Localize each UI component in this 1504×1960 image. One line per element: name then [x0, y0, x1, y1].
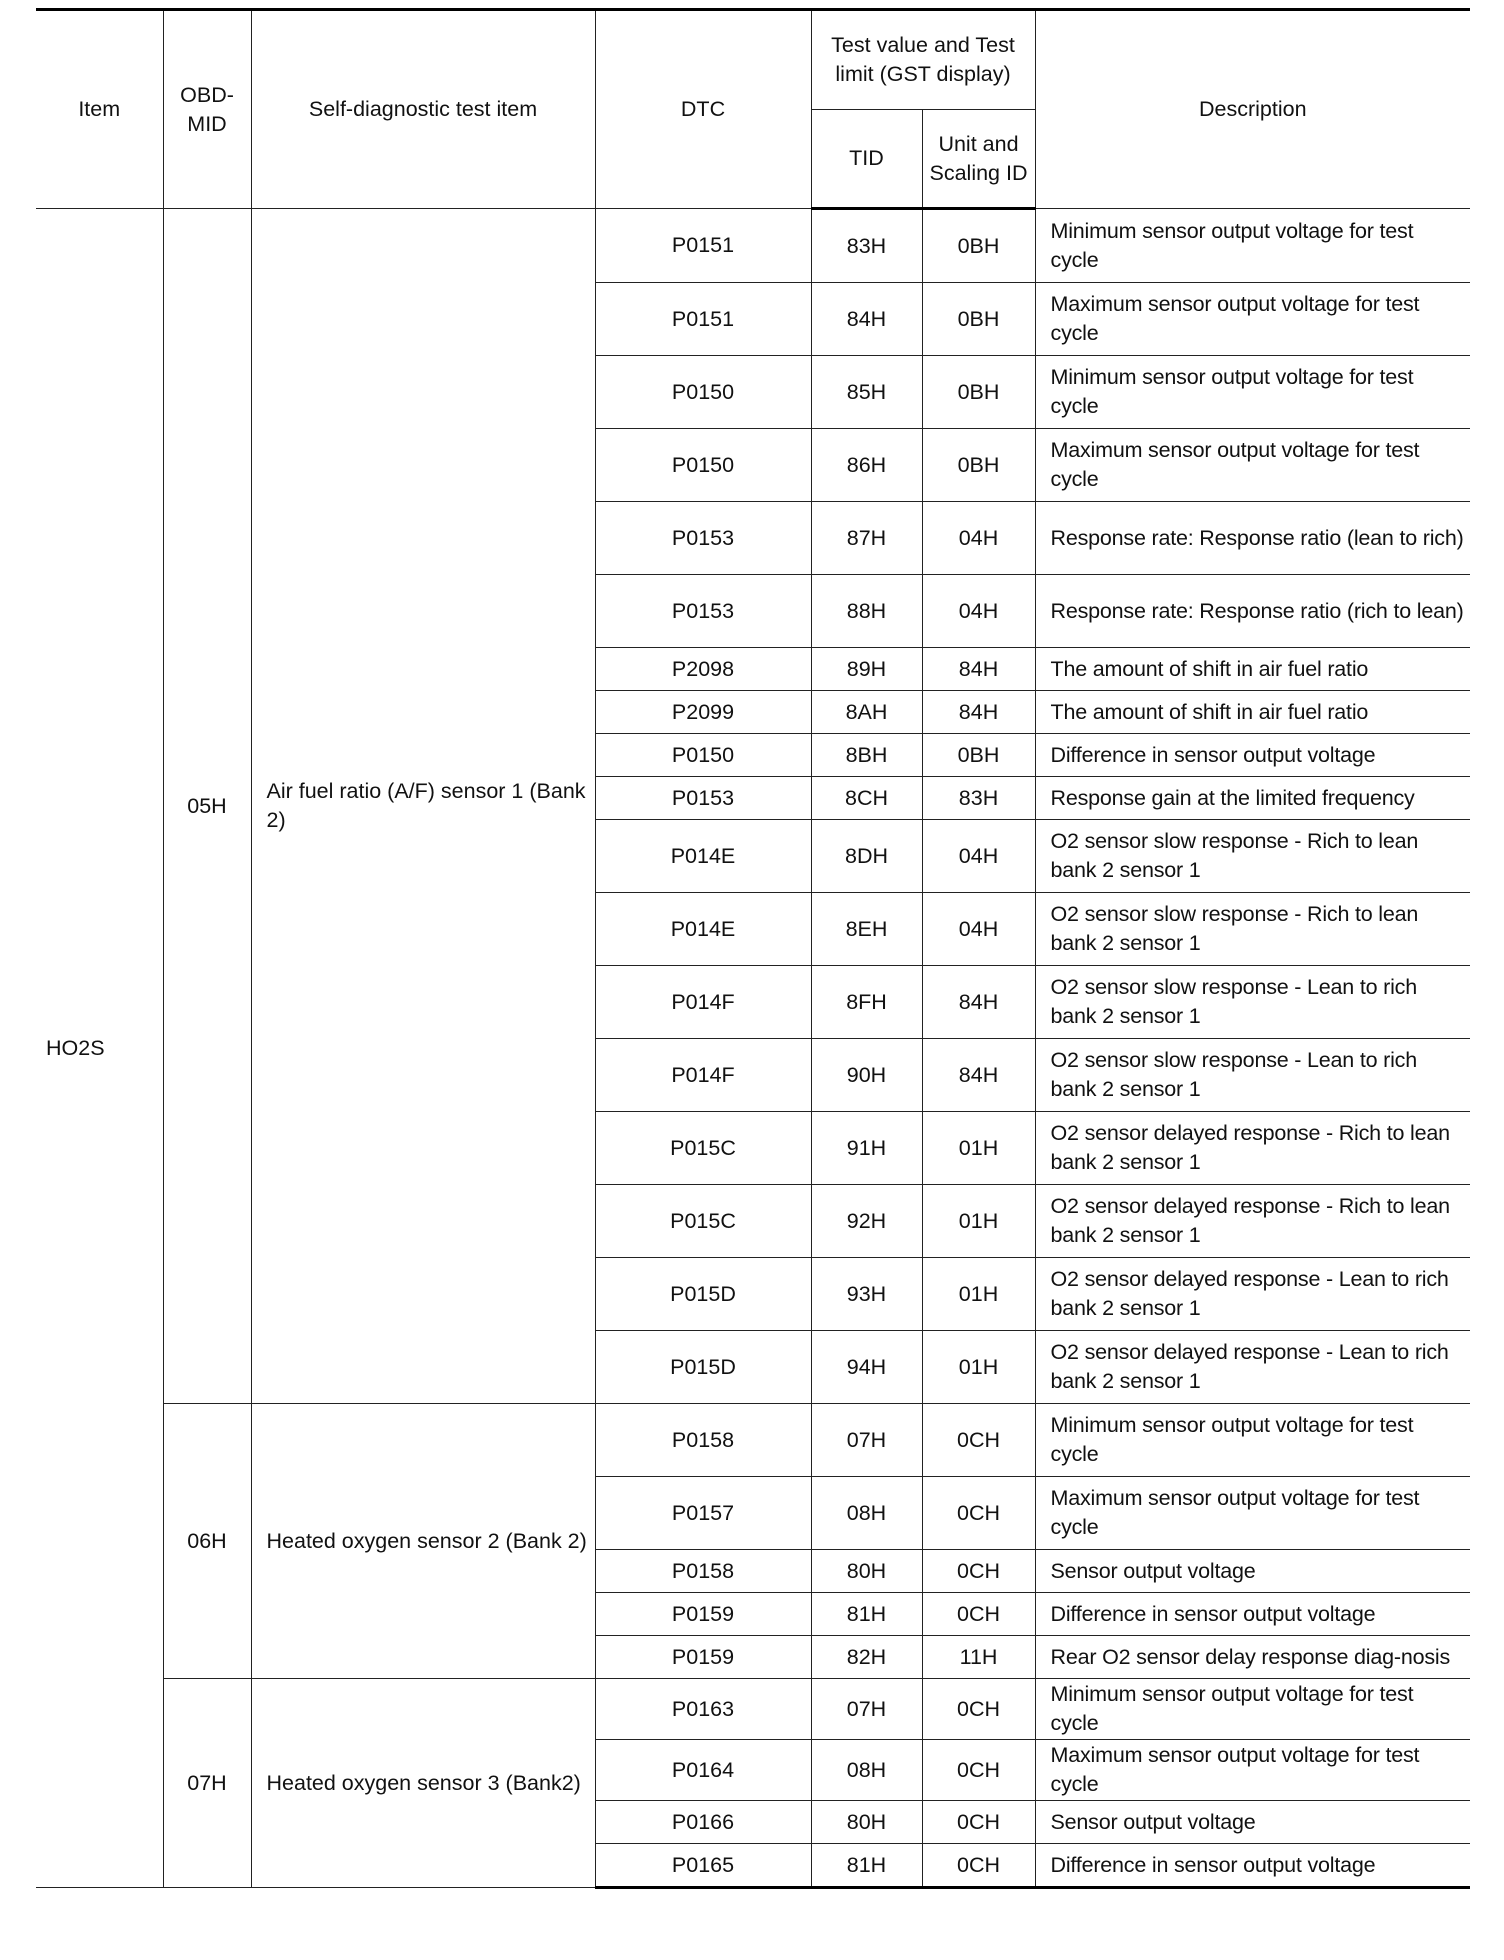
description-cell: Minimum sensor output voltage for test cycle: [1035, 1679, 1470, 1740]
unit-cell: 84H: [922, 691, 1035, 734]
description-cell: O2 sensor slow response - Rich to lean bank 2 sensor 1: [1035, 893, 1470, 966]
tid-cell: 81H: [811, 1593, 922, 1636]
dtc-cell: P2098: [595, 648, 811, 691]
header-obd-mid: OBD-MID: [163, 10, 251, 209]
header-unit: Unit and Scaling ID: [922, 110, 1035, 209]
unit-cell: 0BH: [922, 283, 1035, 356]
unit-cell: 0BH: [922, 429, 1035, 502]
description-cell: O2 sensor slow response - Lean to rich bank 2 sensor 1: [1035, 966, 1470, 1039]
dtc-cell: P0165: [595, 1844, 811, 1888]
description-cell: Sensor output voltage: [1035, 1550, 1470, 1593]
dtc-cell: P0153: [595, 777, 811, 820]
description-cell: O2 sensor delayed response - Rich to lean bank 2 sensor 1: [1035, 1112, 1470, 1185]
unit-cell: 84H: [922, 1039, 1035, 1112]
description-cell: Minimum sensor output voltage for test cycle: [1035, 209, 1470, 283]
tid-cell: 80H: [811, 1801, 922, 1844]
unit-cell: 01H: [922, 1185, 1035, 1258]
description-cell: Response gain at the limited frequency: [1035, 777, 1470, 820]
dtc-cell: P0150: [595, 356, 811, 429]
description-cell: The amount of shift in air fuel ratio: [1035, 648, 1470, 691]
tid-cell: 07H: [811, 1404, 922, 1477]
dtc-cell: P0159: [595, 1636, 811, 1679]
description-cell: Rear O2 sensor delay response diag-nosis: [1035, 1636, 1470, 1679]
description-cell: Minimum sensor output voltage for test cycle: [1035, 356, 1470, 429]
tid-cell: 83H: [811, 209, 922, 283]
description-cell: Maximum sensor output voltage for test cycle: [1035, 1477, 1470, 1550]
description-cell: O2 sensor slow response - Lean to rich bank 2 sensor 1: [1035, 1039, 1470, 1112]
unit-cell: 0BH: [922, 356, 1035, 429]
dtc-cell: P014F: [595, 1039, 811, 1112]
tid-cell: 94H: [811, 1331, 922, 1404]
dtc-cell: P0153: [595, 575, 811, 648]
test-item-cell: Heated oxygen sensor 2 (Bank 2): [251, 1404, 595, 1679]
unit-cell: 0CH: [922, 1740, 1035, 1801]
obd-mid-cell: 07H: [163, 1679, 251, 1888]
dtc-cell: P014F: [595, 966, 811, 1039]
unit-cell: 04H: [922, 575, 1035, 648]
dtc-cell: P0153: [595, 502, 811, 575]
header-dtc: DTC: [595, 10, 811, 209]
dtc-cell: P014E: [595, 820, 811, 893]
tid-cell: 89H: [811, 648, 922, 691]
dtc-cell: P0151: [595, 209, 811, 283]
description-cell: Maximum sensor output voltage for test cycle: [1035, 1740, 1470, 1801]
tid-cell: 86H: [811, 429, 922, 502]
dtc-cell: P2099: [595, 691, 811, 734]
tid-cell: 8EH: [811, 893, 922, 966]
unit-cell: 01H: [922, 1112, 1035, 1185]
tid-cell: 81H: [811, 1844, 922, 1888]
tid-cell: 93H: [811, 1258, 922, 1331]
tid-cell: 8AH: [811, 691, 922, 734]
unit-cell: 0CH: [922, 1550, 1035, 1593]
test-item-cell: Heated oxygen sensor 3 (Bank2): [251, 1679, 595, 1888]
tid-cell: 8CH: [811, 777, 922, 820]
table-row: [36, 209, 1470, 283]
dtc-cell: P0151: [595, 283, 811, 356]
unit-cell: 84H: [922, 966, 1035, 1039]
tid-cell: 8FH: [811, 966, 922, 1039]
unit-cell: 04H: [922, 820, 1035, 893]
dtc-cell: P0166: [595, 1801, 811, 1844]
description-cell: Difference in sensor output voltage: [1035, 1844, 1470, 1888]
table-row: [36, 1679, 1470, 1740]
description-cell: O2 sensor delayed response - Lean to rich bank 2 sensor 1: [1035, 1331, 1470, 1404]
dtc-cell: P0150: [595, 734, 811, 777]
tid-cell: 82H: [811, 1636, 922, 1679]
description-cell: Maximum sensor output voltage for test cycle: [1035, 429, 1470, 502]
dtc-cell: P015C: [595, 1112, 811, 1185]
tid-cell: 80H: [811, 1550, 922, 1593]
description-cell: Response rate: Response ratio (lean to rich): [1035, 502, 1470, 575]
unit-cell: 0BH: [922, 209, 1035, 283]
dtc-cell: P0163: [595, 1679, 811, 1740]
tid-cell: 08H: [811, 1740, 922, 1801]
tid-cell: 07H: [811, 1679, 922, 1740]
tid-cell: 92H: [811, 1185, 922, 1258]
tid-cell: 91H: [811, 1112, 922, 1185]
header-item: Item: [36, 10, 163, 209]
dtc-cell: P014E: [595, 893, 811, 966]
description-cell: Difference in sensor output voltage: [1035, 734, 1470, 777]
description-cell: O2 sensor delayed response - Lean to rich bank 2 sensor 1: [1035, 1258, 1470, 1331]
unit-cell: 83H: [922, 777, 1035, 820]
unit-cell: 01H: [922, 1258, 1035, 1331]
unit-cell: 0CH: [922, 1844, 1035, 1888]
unit-cell: 04H: [922, 502, 1035, 575]
unit-cell: 0CH: [922, 1801, 1035, 1844]
tid-cell: 88H: [811, 575, 922, 648]
table-row: [36, 1404, 1470, 1477]
description-cell: Minimum sensor output voltage for test cycle: [1035, 1404, 1470, 1477]
unit-cell: 0BH: [922, 734, 1035, 777]
header-test-item: Self-diagnostic test item: [251, 10, 595, 209]
obd-test-table: [36, 8, 1470, 1889]
unit-cell: 0CH: [922, 1593, 1035, 1636]
tid-cell: 90H: [811, 1039, 922, 1112]
dtc-cell: P0159: [595, 1593, 811, 1636]
tid-cell: 84H: [811, 283, 922, 356]
dtc-cell: P0164: [595, 1740, 811, 1801]
obd-mid-cell: 05H: [163, 209, 251, 1404]
unit-cell: 11H: [922, 1636, 1035, 1679]
tid-cell: 87H: [811, 502, 922, 575]
tid-cell: 8BH: [811, 734, 922, 777]
description-cell: Response rate: Response ratio (rich to lean): [1035, 575, 1470, 648]
description-cell: Maximum sensor output voltage for test cycle: [1035, 283, 1470, 356]
dtc-cell: P0158: [595, 1404, 811, 1477]
tid-cell: 85H: [811, 356, 922, 429]
unit-cell: 0CH: [922, 1404, 1035, 1477]
dtc-cell: P015C: [595, 1185, 811, 1258]
dtc-cell: P015D: [595, 1258, 811, 1331]
tid-cell: 08H: [811, 1477, 922, 1550]
description-cell: The amount of shift in air fuel ratio: [1035, 691, 1470, 734]
unit-cell: 0CH: [922, 1679, 1035, 1740]
tid-cell: 8DH: [811, 820, 922, 893]
dtc-cell: P015D: [595, 1331, 811, 1404]
unit-cell: 0CH: [922, 1477, 1035, 1550]
header-description: Description: [1035, 10, 1470, 209]
description-cell: Sensor output voltage: [1035, 1801, 1470, 1844]
unit-cell: 04H: [922, 893, 1035, 966]
dtc-cell: P0157: [595, 1477, 811, 1550]
header-tid: TID: [811, 110, 922, 209]
dtc-cell: P0158: [595, 1550, 811, 1593]
dtc-cell: P0150: [595, 429, 811, 502]
table-body: [36, 209, 1470, 1888]
description-cell: O2 sensor delayed response - Rich to lean bank 2 sensor 1: [1035, 1185, 1470, 1258]
description-cell: Difference in sensor output voltage: [1035, 1593, 1470, 1636]
header-test-value-group: Test value and Test limit (GST display): [811, 10, 1035, 110]
test-item-cell: Air fuel ratio (A/F) sensor 1 (Bank 2): [251, 209, 595, 1404]
item-cell: HO2S: [36, 209, 163, 1888]
obd-mid-cell: 06H: [163, 1404, 251, 1679]
unit-cell: 01H: [922, 1331, 1035, 1404]
unit-cell: 84H: [922, 648, 1035, 691]
description-cell: O2 sensor slow response - Rich to lean bank 2 sensor 1: [1035, 820, 1470, 893]
